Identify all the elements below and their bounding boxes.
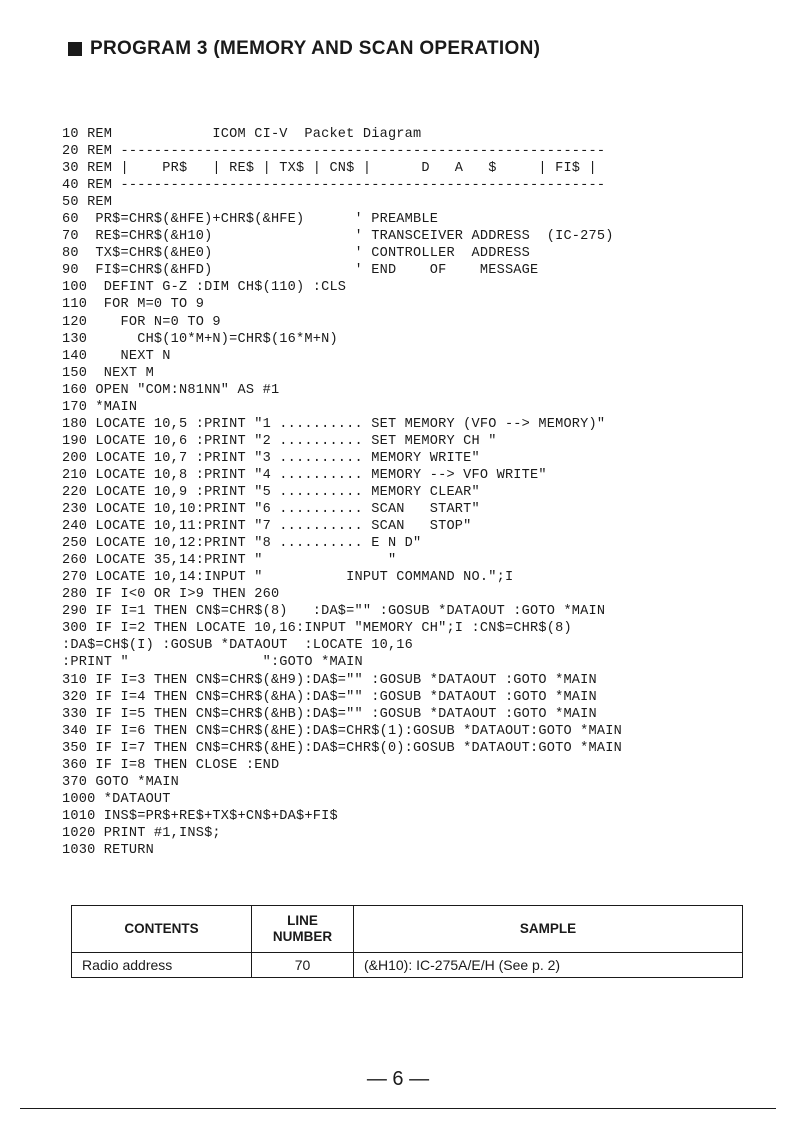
code-line: 120 FOR N=0 TO 9 xyxy=(62,314,221,330)
cell-contents: Radio address xyxy=(72,953,252,978)
code-line: 320 IF I=4 THEN CN$=CHR$(&HA):DA$="" :GOSUB *DATAOUT :GOTO *MAIN xyxy=(62,689,597,705)
code-line: 1010 INS$=PR$+RE$+TX$+CN$+DA$+FI$ xyxy=(62,808,338,824)
cell-line-number: 70 xyxy=(252,953,354,978)
code-line: 180 LOCATE 10,5 :PRINT "1 .......... SET MEMORY (VFO --> MEMORY)" xyxy=(62,416,606,432)
code-line: 110 FOR M=0 TO 9 xyxy=(62,297,205,313)
code-line: 230 LOCATE 10,10:PRINT "6 .......... SCAN START" xyxy=(62,502,480,518)
program-listing xyxy=(62,126,782,859)
header-sample: SAMPLE xyxy=(354,906,743,953)
reference-table xyxy=(71,905,743,978)
cell-sample: (&H10): IC-275A/E/H (See p. 2) xyxy=(354,953,743,978)
footer-rule xyxy=(20,1108,776,1109)
code-line: 240 LOCATE 10,11:PRINT "7 .......... SCAN STOP" xyxy=(62,519,472,535)
square-bullet-icon xyxy=(68,42,82,56)
code-line: 250 LOCATE 10,12:PRINT "8 .......... E N D" xyxy=(62,536,422,552)
code-line: 200 LOCATE 10,7 :PRINT "3 .......... MEMORY WRITE" xyxy=(62,450,480,466)
code-line: 70 RE$=CHR$(&H10) ' TRANSCEIVER ADDRESS (IC-275) xyxy=(62,229,614,245)
code-line: 170 *MAIN xyxy=(62,399,138,415)
code-line: 40 REM ---------------------------------------------------------- xyxy=(62,178,606,194)
code-line: 20 REM ---------------------------------------------------------- xyxy=(62,144,606,160)
page-heading-text: PROGRAM 3 (MEMORY AND SCAN OPERATION) xyxy=(90,38,541,59)
code-line: 350 IF I=7 THEN CN$=CHR$(&HE):DA$=CHR$(0):GOSUB *DATAOUT:GOTO *MAIN xyxy=(62,740,622,756)
code-line: 160 OPEN "COM:N81NN" AS #1 xyxy=(62,382,280,398)
code-line: 90 FI$=CHR$(&HFD) ' END OF MESSAGE xyxy=(62,263,539,279)
page-heading xyxy=(68,38,540,60)
table-header-row xyxy=(72,906,743,953)
code-line: 80 TX$=CHR$(&HE0) ' CONTROLLER ADDRESS xyxy=(62,246,531,262)
code-line: 1030 RETURN xyxy=(62,842,154,858)
code-line: 140 NEXT N xyxy=(62,348,171,364)
code-line: 280 IF I<0 OR I>9 THEN 260 xyxy=(62,587,280,603)
code-line: 50 REM xyxy=(62,195,113,211)
code-line: 10 REM ICOM CI-V Packet Diagram xyxy=(62,127,422,142)
code-line: 30 REM | PR$ | RE$ | TX$ | CN$ | D A $ | FI$ | xyxy=(62,161,597,177)
code-line: 340 IF I=6 THEN CN$=CHR$(&HE):DA$=CHR$(1):GOSUB *DATAOUT:GOTO *MAIN xyxy=(62,723,622,739)
code-line: 190 LOCATE 10,6 :PRINT "2 .......... SET MEMORY CH " xyxy=(62,433,497,449)
code-line: 270 LOCATE 10,14:INPUT " INPUT COMMAND NO.";I xyxy=(62,570,514,586)
code-line: 300 IF I=2 THEN LOCATE 10,16:INPUT "MEMORY CH";I :CN$=CHR$(8) xyxy=(62,621,572,637)
code-line: 290 IF I=1 THEN CN$=CHR$(8) :DA$="" :GOSUB *DATAOUT :GOTO *MAIN xyxy=(62,604,606,620)
code-line: 210 LOCATE 10,8 :PRINT "4 .......... MEMORY --> VFO WRITE" xyxy=(62,467,547,483)
code-line: 330 IF I=5 THEN CN$=CHR$(&HB):DA$="" :GOSUB *DATAOUT :GOTO *MAIN xyxy=(62,706,597,722)
code-line: 1020 PRINT #1,INS$; xyxy=(62,825,221,841)
header-line-number-top: LINE xyxy=(287,913,318,928)
code-line: 360 IF I=8 THEN CLOSE :END xyxy=(62,757,280,773)
header-contents: CONTENTS xyxy=(72,906,252,953)
code-line: 100 DEFINT G-Z :DIM CH$(110) :CLS xyxy=(62,280,347,296)
code-line: 370 GOTO *MAIN xyxy=(62,774,180,790)
code-line: 60 PR$=CHR$(&HFE)+CHR$(&HFE) ' PREAMBLE xyxy=(62,212,439,228)
code-line: 310 IF I=3 THEN CN$=CHR$(&H9):DA$="" :GOSUB *DATAOUT :GOTO *MAIN xyxy=(62,672,597,688)
code-line: :DA$=CH$(I) :GOSUB *DATAOUT :LOCATE 10,16 xyxy=(62,638,414,654)
page-number: — 6 — xyxy=(366,1068,430,1090)
header-line-number xyxy=(252,906,354,953)
code-line: 220 LOCATE 10,9 :PRINT "5 .......... MEMORY CLEAR" xyxy=(62,484,480,500)
code-line: 1000 *DATAOUT xyxy=(62,791,171,807)
code-line: :PRINT " ":GOTO *MAIN xyxy=(62,655,363,671)
code-line: 260 LOCATE 35,14:PRINT " " xyxy=(62,553,397,569)
code-line: 150 NEXT M xyxy=(62,365,154,381)
code-line: 130 CH$(10*M+N)=CHR$(16*M+N) xyxy=(62,331,338,347)
table-row xyxy=(72,953,743,978)
header-line-number-bottom: NUMBER xyxy=(272,929,333,944)
